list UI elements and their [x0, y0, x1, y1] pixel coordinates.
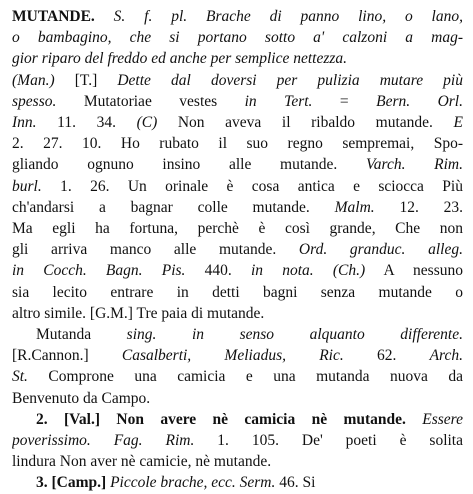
- entry-text-segment: S. f. pl. Brache di panno lino, o lano,: [113, 8, 463, 25]
- entry-text-segment: sing. in senso alquanto differente.: [126, 326, 463, 344]
- entry-text-segment: gli arriva manco alle mutande.: [12, 241, 299, 259]
- entry-text-segment: burl.: [12, 177, 42, 195]
- entry-text-segment: lindura Non aver nè camicie, nè mutande.: [12, 453, 272, 471]
- entry-line: [12, 197, 463, 218]
- entry-text-segment: Dette dal doversi per pulizia mutare più: [117, 71, 463, 89]
- entry-line: [12, 324, 463, 345]
- entry-text-segment: 2. [Val.] Non avere nè camicia nè mutande.: [36, 410, 406, 428]
- entry-line: [12, 409, 463, 430]
- entry-text-segment: [T.]: [54, 71, 118, 89]
- entry-line: [12, 112, 463, 133]
- entry-line: [12, 472, 463, 493]
- entry-line: [12, 218, 463, 239]
- entry-text-segment: [R.Cannon.]: [12, 347, 122, 365]
- entry-text-segment: spesso.: [12, 92, 57, 110]
- entry-text-segment: E: [453, 114, 463, 132]
- entry-text-segment: Non aveva il ribaldo mutande.: [157, 114, 454, 132]
- entry-text-segment: gliando ognuno insino alle mutande.: [12, 156, 366, 174]
- entry-text-segment: in Cocch. Bagn. Pis.: [12, 262, 186, 280]
- entry-text-segment: 440.: [185, 262, 251, 280]
- entry-text-segment: 12. 23.: [374, 198, 463, 216]
- entry-text-segment: Benvenuto da Campo.: [12, 389, 151, 407]
- entry-text-segment: Varch. Rim.: [365, 156, 463, 174]
- entry-text-segment: 1. 105. De' poeti è solita: [194, 432, 463, 450]
- entry-line: [12, 366, 463, 387]
- entry-text-segment: Inn.: [12, 114, 37, 132]
- entry-text-segment: altro simile. [G.M.] Tre paia di mutande.: [12, 304, 265, 322]
- entry-text-segment: A nessuno: [365, 262, 463, 280]
- entry-line: [12, 6, 463, 27]
- entry-text-segment: [406, 411, 422, 428]
- entry-text-segment: Piccole brache, ecc. Serm.: [110, 474, 276, 492]
- entry-text-segment: [314, 262, 333, 279]
- entry-text-segment: (C): [136, 114, 158, 132]
- entry-line: [12, 239, 463, 260]
- entry-line: [12, 154, 463, 175]
- entry-text-segment: Ma egli ha fortuna, perchè è così grande, Che non: [12, 220, 463, 238]
- entry-text-segment: (Man.): [12, 71, 55, 89]
- entry-text-segment: 1. 26. Un orinale è cosa antica e sciocca Più: [41, 177, 463, 195]
- entry-line: [12, 430, 463, 451]
- entry-text-segment: sia lecito entrare in detti bagni senza mutande o: [12, 283, 463, 301]
- entry-line: [12, 70, 463, 91]
- entry-text-segment: 11. 34.: [36, 114, 137, 132]
- entry-text-segment: Casalberti, Meliadus, Ric.: [121, 347, 344, 365]
- entry-text-segment: 2. 27. 10. Ho rubato il suo regno sempremai, Spo-: [12, 135, 463, 153]
- entry-text-segment: in Tert.: [244, 92, 313, 110]
- entry-text-segment: Arch.: [429, 347, 463, 365]
- entry-text-segment: Bern. Orl.: [376, 92, 463, 110]
- entry-line: [12, 176, 463, 197]
- entry-text-segment: 62.: [343, 347, 430, 365]
- entry-line: [12, 48, 463, 69]
- entry-text-segment: 46. Si: [275, 474, 316, 492]
- entry-line: [12, 345, 463, 366]
- entry-text-segment: =: [312, 92, 377, 110]
- entry-line: [12, 388, 463, 409]
- dictionary-entry-mutande: [12, 6, 463, 494]
- entry-text-segment: (Ch.): [332, 262, 366, 280]
- entry-line: [12, 91, 463, 112]
- entry-text-segment: in nota.: [250, 262, 314, 280]
- entry-text-segment: Comprone una camicia e una mutanda nuova da: [27, 368, 463, 386]
- entry-text-segment: 3. [Camp.]: [36, 474, 107, 492]
- entry-line: [12, 303, 463, 324]
- entry-text-segment: Ord. granduc. alleg.: [298, 241, 463, 259]
- entry-line: [12, 451, 463, 472]
- entry-text-segment: MUTANDE.: [12, 8, 95, 25]
- entry-line: [12, 282, 463, 303]
- entry-text-segment: gior riparo del freddo ed anche per semplice nettezza.: [12, 50, 348, 68]
- entry-text-segment: Malm.: [334, 198, 375, 216]
- entry-text-segment: Mutatoriae vestes: [56, 92, 245, 110]
- entry-text-segment: St.: [12, 368, 28, 386]
- entry-line: [12, 27, 463, 48]
- entry-text-segment: o bambagino, che si portano sotto a' calzoni a mag-: [12, 29, 463, 47]
- entry-text-segment: Mutanda: [36, 326, 127, 344]
- entry-text-segment: Essere: [422, 410, 463, 428]
- entry-text-segment: ch'andarsi a bagnar colle mutande.: [12, 198, 335, 216]
- entry-line: [12, 133, 463, 154]
- entry-text-segment: [95, 8, 114, 25]
- entry-text-segment: poverissimo. Fag. Rim.: [12, 432, 195, 450]
- entry-line: [12, 260, 463, 281]
